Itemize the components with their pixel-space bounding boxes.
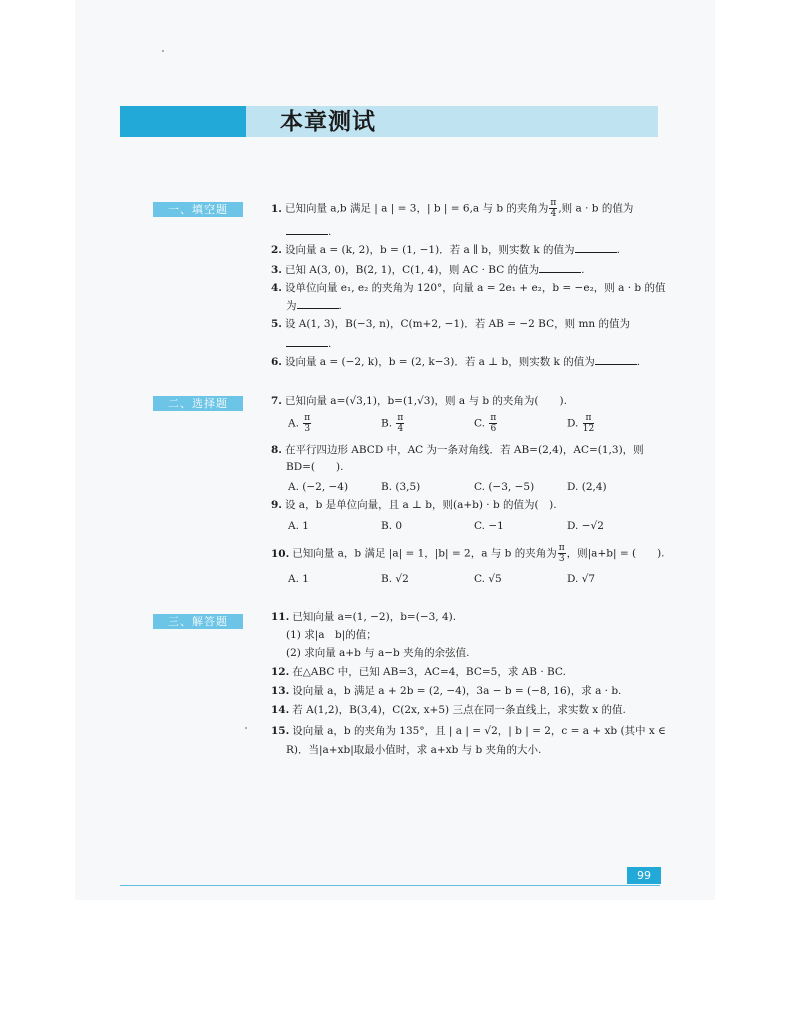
question-number: 13. (271, 685, 290, 697)
question-12 (271, 664, 666, 681)
question-text: ，则|a+b| = ( ). (566, 547, 665, 560)
question-text: 在平行四边形 ABCD 中，AC 为一条对角线．若 AB=(2,4)，AC=(1,3)，则 (284, 444, 644, 456)
question-8-continued: BD=( ). (286, 461, 344, 473)
period: . (328, 226, 332, 238)
numerator: π (583, 413, 594, 424)
question-number: 14. (271, 704, 290, 716)
section-multiple-choice: 二、选择题 (153, 396, 243, 411)
section-fill-in: 一、填空题 (153, 202, 243, 217)
fraction (303, 413, 311, 434)
numerator: π (550, 198, 557, 208)
question-1 (271, 198, 666, 219)
question-4-blank (286, 298, 342, 315)
option-label: A. (288, 417, 299, 430)
footer-rule (120, 885, 660, 886)
numerator: π (490, 413, 497, 423)
answer-blank (297, 298, 339, 309)
question-10 (271, 543, 666, 564)
banner-accent (120, 106, 246, 137)
question-text: 已知向量 a，b 满足 |a| = 1，|b| = 2，a 与 b 的夹角为 (292, 547, 557, 560)
denominator: 12 (582, 424, 595, 434)
denominator: 4 (397, 424, 404, 434)
option-label: D. (567, 417, 579, 430)
question-text: 设向量 a，b 的夹角为 135°，且 | a | = √2，| b | = 2，c = a + xb (其中 x ∈ (292, 725, 666, 737)
question-number: 7. (271, 395, 282, 407)
question-text: 已知 A(3, 0)，B(2, 1)，C(1, 4)，则 AC · BC 的值为 (284, 264, 540, 276)
question-number: 1. (271, 202, 282, 215)
answer-blank (575, 242, 617, 253)
section-problems: 三、解答题 (153, 614, 243, 629)
fraction (489, 413, 497, 434)
question-11-part-2: (2) 求向量 a+b 与 a−b 夹角的余弦值. (286, 647, 470, 659)
question-text: 设向量 a = (k, 2)，b = (1, −1)．若 a ∥ b，则实数 k 的值为 (284, 244, 575, 256)
period: . (616, 244, 620, 256)
question-5-blank (286, 336, 331, 353)
question-7 (271, 393, 666, 410)
option-c: C. −1 (474, 520, 504, 532)
question-13 (271, 683, 666, 700)
speck (162, 50, 164, 52)
denominator: 3 (558, 554, 565, 564)
option-b: B. √2 (381, 573, 409, 585)
question-4 (271, 280, 666, 297)
chapter-test-title: 本章测试 (280, 108, 376, 135)
question-15 (271, 723, 666, 740)
option-a: A. 1 (288, 573, 309, 585)
question-15-continued: R)．当|a+xb|取最小值时，求 a+xb 与 b 夹角的大小. (286, 744, 542, 756)
denominator: 3 (304, 424, 311, 434)
question-text: 在△ABC 中，已知 AB=3，AC=4，BC=5，求 AB · BC. (292, 666, 566, 678)
numerator: π (304, 413, 311, 423)
option-d (567, 413, 595, 434)
question-text: 设单位向量 e₁, e₂ 的夹角为 120°，向量 a = 2e₁ + e₂，b = −e₂，则 a · b 的值 (284, 282, 666, 294)
option-a: A. 1 (288, 520, 309, 532)
period: . (636, 356, 641, 368)
question-number: 3. (271, 264, 282, 276)
question-14 (271, 702, 666, 719)
question-text: 已知向量 a=(√3,1)，b=(1,√3)，则 a 与 b 的夹角为( ). (284, 395, 567, 407)
question-11 (271, 609, 666, 626)
question-9 (271, 497, 666, 514)
question-number: 11. (271, 611, 290, 623)
speck (245, 727, 247, 729)
question-number: 12. (271, 666, 290, 678)
question-number: 10. (271, 547, 290, 560)
question-text: 若 A(1,2)，B(3,4)，C(2x, x+5) 三点在同一条直线上，求实数 x 的值. (292, 704, 626, 716)
option-c (474, 413, 498, 434)
question-2 (271, 242, 666, 259)
question-number: 8. (271, 444, 282, 456)
question-text: 为 (286, 300, 297, 312)
period: . (328, 338, 332, 350)
page-number: 99 (627, 867, 661, 884)
question-text: 设 A(1, 3)，B(−3, n)，C(m+2, −1)．若 AB = −2 BC，则 mn 的值为 (284, 318, 631, 330)
option-label: B. (381, 417, 393, 430)
fraction (549, 198, 557, 219)
question-text: 设向量 a，b 满足 a + 2b = (2, −4)，3a − b = (−8, 16)，求 a · b. (292, 685, 622, 697)
numerator: π (397, 413, 404, 423)
question-number: 15. (271, 725, 290, 737)
question-number: 2. (271, 244, 282, 256)
question-number: 6. (271, 356, 282, 368)
denominator: 6 (490, 424, 497, 434)
option-c: C. √5 (474, 573, 502, 585)
answer-blank (539, 262, 581, 273)
option-d: D. (2,4) (567, 481, 607, 493)
question-text: 已知向量 a,b 满足 | a | = 3，| b | = 6,a 与 b 的夹角为 (284, 202, 549, 215)
question-text: 设向量 a = (−2, k)，b = (2, k−3)．若 a ⊥ b，则实数 k 的值为 (284, 356, 595, 368)
answer-blank (286, 336, 328, 347)
option-b: B. (3,5) (381, 481, 421, 493)
question-8 (271, 442, 666, 459)
fraction (396, 413, 404, 434)
option-b: B. 0 (381, 520, 403, 532)
period: . (338, 300, 342, 312)
answer-blank (595, 354, 637, 365)
period: . (581, 264, 585, 276)
option-c: C. (−3, −5) (474, 481, 535, 493)
numerator: π (558, 543, 565, 553)
fraction (583, 413, 594, 434)
question-5 (271, 316, 666, 333)
question-6 (271, 354, 666, 371)
answer-blank (286, 224, 328, 235)
option-d: D. √7 (567, 573, 596, 585)
question-text: ,则 a · b 的值为 (558, 202, 634, 215)
question-number: 9. (271, 499, 282, 511)
fraction (558, 543, 566, 564)
question-3 (271, 262, 666, 279)
option-label: C. (474, 417, 485, 430)
question-text: 设 a，b 是单位向量，且 a ⊥ b，则(a+b) · b 的值为( ). (284, 499, 557, 511)
option-a (288, 413, 312, 434)
question-1-blank (286, 224, 331, 241)
option-a: A. (−2, −4) (288, 481, 349, 493)
question-text: 已知向量 a=(1, −2)，b=(−3, 4). (292, 611, 457, 623)
option-b (381, 413, 405, 434)
question-number: 5. (271, 318, 282, 330)
question-11-part-1: (1) 求|a b|的值； (286, 629, 377, 641)
option-d: D. −√2 (567, 520, 604, 532)
question-number: 4. (271, 282, 282, 294)
denominator: 4 (550, 209, 557, 219)
